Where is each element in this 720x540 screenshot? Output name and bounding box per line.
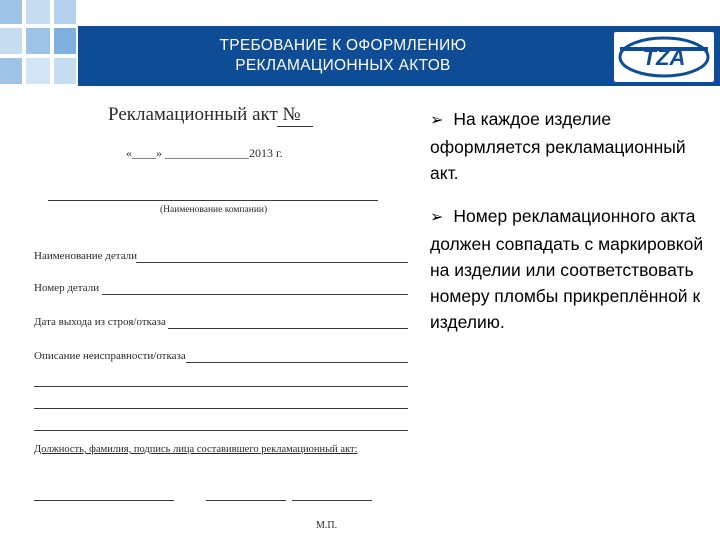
field-line	[186, 362, 408, 363]
field-line	[168, 328, 408, 329]
decor-square	[54, 58, 76, 84]
field-label: Номер детали	[34, 282, 100, 294]
decor-square	[0, 28, 22, 54]
field-label: Наименование детали	[34, 250, 138, 262]
tza-logo-icon	[614, 32, 714, 82]
list-item-text: На каждое изделие оформляется рекламационный акт.	[430, 109, 686, 183]
field-label: Дата выхода из строя/отказа	[34, 316, 166, 328]
page-title-line2: РЕКЛАМАЦИОННЫХ АКТОВ	[235, 57, 451, 74]
stamp-label: М.П.	[316, 520, 338, 531]
decor-square	[26, 28, 50, 54]
decor-square	[26, 0, 50, 24]
field-line	[136, 262, 408, 263]
arrow-bullet-icon: ➢	[430, 209, 444, 226]
form-title: Рекламационный акт №	[108, 104, 301, 125]
complaint-form-scan	[0, 90, 410, 540]
signature-line	[206, 500, 286, 501]
list-item	[430, 203, 715, 335]
signature-line	[34, 500, 174, 501]
company-logo	[614, 32, 714, 82]
field-label: Описание неисправности/отказа	[34, 350, 186, 362]
form-number-line	[277, 126, 313, 127]
logo-text: TZA	[642, 45, 686, 70]
page-title-line1: ТРЕБОВАНИЕ К ОФОРМЛЕНИЮ	[219, 37, 467, 54]
decor-square	[26, 58, 50, 84]
page-title	[78, 26, 608, 86]
decor-square	[0, 58, 22, 84]
company-line	[48, 200, 378, 201]
form-date: «____» ______________2013 г.	[126, 146, 283, 160]
field-line	[34, 386, 408, 387]
decor-square	[54, 0, 76, 24]
list-item	[430, 106, 715, 186]
field-line	[34, 430, 408, 431]
company-caption: (Наименование компании)	[160, 205, 268, 215]
field-line	[34, 408, 408, 409]
field-label: Должность, фамилия, подпись лица составившего рекламационный акт:	[34, 444, 358, 455]
field-line	[102, 294, 408, 295]
requirements-list	[430, 106, 715, 352]
list-item-text: Номер рекламационного акта должен совпадать с маркировкой на изделии или соответствовать номеру пломбы прикреплённой к изделию.	[430, 206, 704, 332]
decor-square	[0, 0, 22, 24]
arrow-bullet-icon: ➢	[430, 112, 444, 129]
signature-line	[292, 500, 372, 501]
decor-square	[54, 28, 76, 54]
